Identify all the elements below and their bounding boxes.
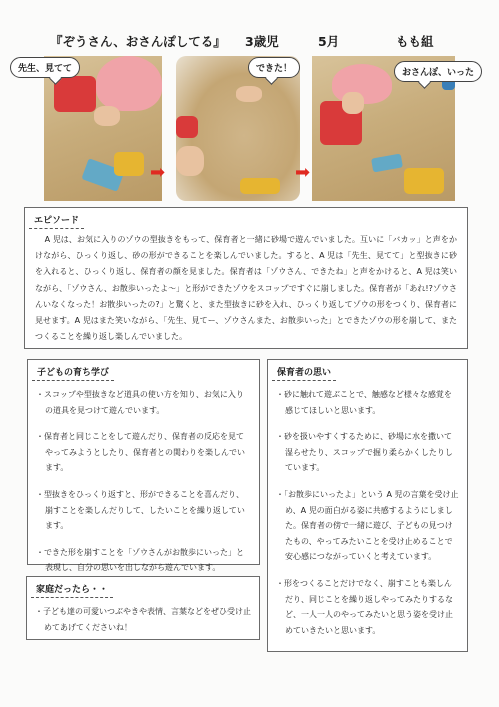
arrow-icon: ➡ [150,162,166,183]
document-title: 『ぞうさん、おさんぽしてる』 [50,34,226,49]
child-shirt [54,76,96,112]
elephant-mold [404,168,444,194]
class-label: もも組 [396,34,434,49]
episode-text: A 児は、お気に入りのゾウの型抜きをもって、保育者と一緒に砂場で遊んでいました。互いに「バカッ」と声をかけながら、ひっくり返し、砂の形ができることを楽しんでいました。すると、A 児は「先生、見てて」と型抜きに砂を入れると、ひっくり返し、保育者の顔を見ました。保育者は「ゾウさん、できたね」と声をかけると、A 児は笑いながら、「ゾウさん、お散歩いったよ～」と形ができたゾウをスコップですぐに崩しました。保育者が「あれ!?ゾウさんいなくなった！お散歩いったの?」と驚くと、また型抜きに砂を入れ、ひっくり返してゾウの形をつくり、保育者に見せます。A 児はまた笑いながら、「先生、見てー、ゾウさんまた、お散歩いった」とできたゾウの形を崩して、またつくることを繰り返し楽しんでいました。 [35,235,457,342]
arrow-icon: ➡ [295,162,311,183]
child-hand [236,86,262,102]
list-item: ・型抜きをひっくり返すと、形ができることを喜んだり、崩すことを楽しんだりして、したいことを繰り返しています。 [36,489,245,531]
episode-box [24,207,468,349]
family-box [26,576,260,640]
speech-bubble-1: 先生、見てて [10,57,80,78]
growth-title: 子どもの育ち学び [32,362,114,381]
growth-box [27,359,260,573]
list-item: ・「お散歩にいったよ」という A 児の言葉を受け止め、A 児の面白がる姿に共感するようにしました。保育者の傍で一緒に遊び、子どもの見つけたもの、やってみたいことを受け止めることで安心感につながっていくと考えています。 [276,489,459,562]
list-item: ・子ども達の可愛いつぶやきや表情、言葉などをぜひ受け止めてあげてくださいね！ [35,607,251,632]
list-item: ・スコップや型抜きなど道具の使い方を知り、お気に入りの道具を見つけて遊んでいます。 [36,390,244,415]
child-arm [94,106,120,126]
teacher-box [267,359,468,652]
list-item: ・砂に触れて遊ぶことで、触感など様々な感覚を感じてほしいと思います。 [276,390,452,415]
age-label: 3歳児 [245,34,279,49]
list-item: ・できた形を崩すことを「ゾウさんがお散歩にいった」と表現し、自分の思いを出しながら遊んでいます。 [36,547,244,573]
elephant-mold [240,178,280,194]
episode-title: エピソード [29,210,84,229]
family-list [27,598,259,635]
family-title: 家庭だったら・・ [31,579,113,598]
speech-bubble-3: おさんぽ、いった [394,61,482,82]
teacher-list [268,381,467,638]
list-item: ・砂を扱いやすくするために、砂場に水を撒いて湿らせたり、スコップで掘り柔らかくしたりしています。 [276,432,453,473]
month-label: 5月 [318,34,340,49]
page-header [0,32,499,52]
teacher-title: 保育者の思い [272,362,336,381]
growth-list [28,381,259,576]
child-shirt [176,116,198,138]
shovel [371,154,403,173]
child-knee [176,146,204,176]
elephant-mold [114,152,144,176]
list-item: ・形をつくることだけでなく、崩すことも楽しんだり、同じことを繰り返しやってみたりするなど、一人一人のやってみたいと思う姿を受け止めていきたいと思います。 [276,578,453,635]
speech-bubble-2: できた！ [248,57,300,78]
child-face [342,92,364,114]
list-item: ・保育者と同じことをして遊んだり、保育者の反応を見てやってみようとしたり、保育者との関わりを楽しんでいます。 [36,432,245,473]
hat [96,56,162,111]
